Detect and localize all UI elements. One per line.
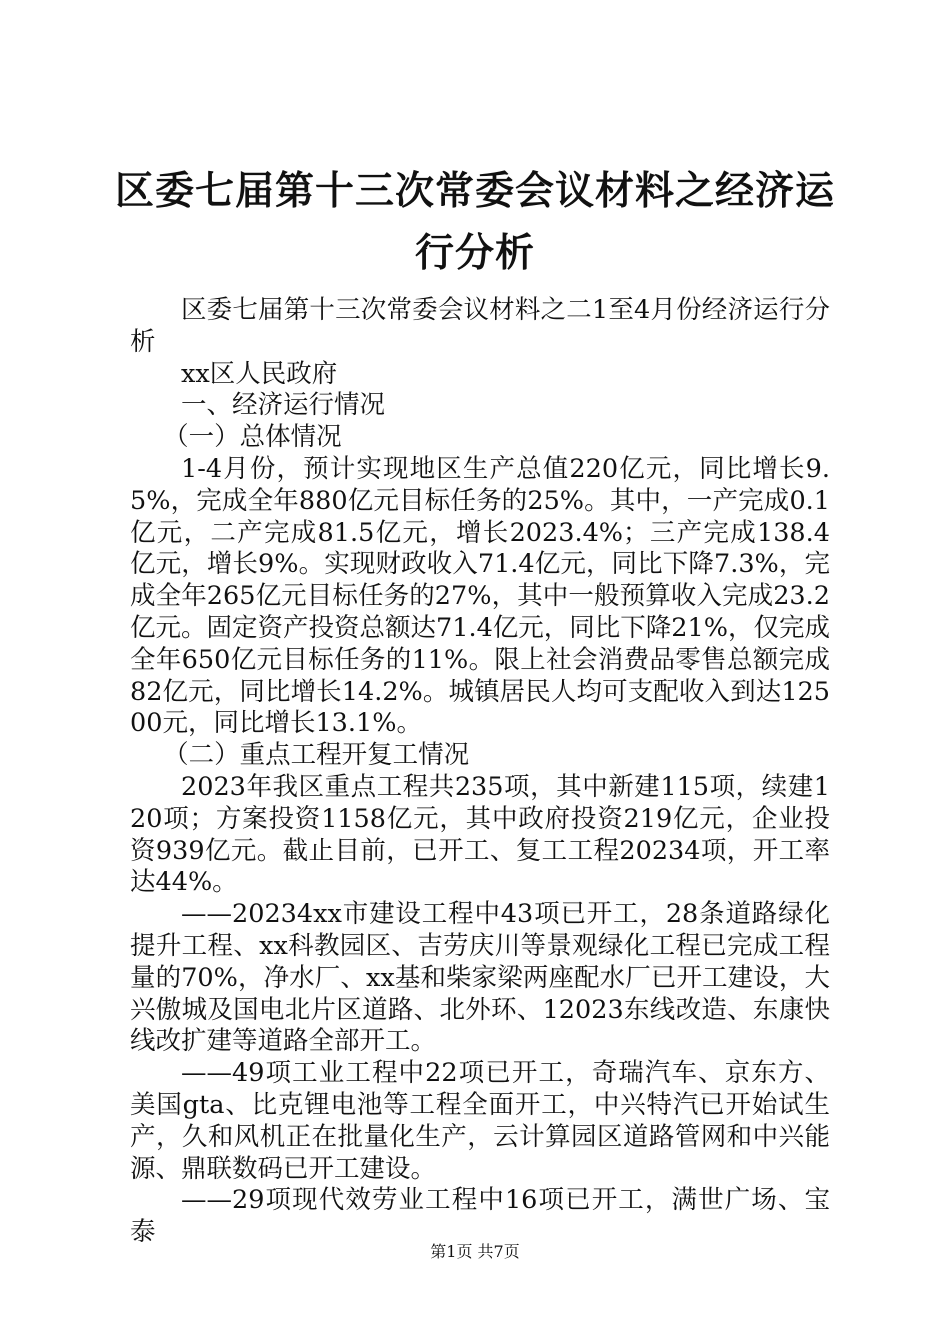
heading-section-1: 一、经济运行情况 bbox=[181, 390, 386, 421]
paragraph-city-projects: ——20234xx市建设工程中43项已开工，28条道路绿化提升工程、xx科教园区、吉劳庆川等景观绿化工程已完成工程量的70%，净水厂、xx基和柴家梁两座配水厂已开工建设，大兴傲城及国电北片区道路、北外环、12023东线改造、东康快线改扩建等道路全部开工。 bbox=[130, 899, 830, 1057]
document-title: 区委七届第十三次常委会议材料之经济运行分析 bbox=[114, 168, 835, 276]
paragraph-key-projects: 2023年我区重点工程共235项，其中新建115项，续建120项；方案投资1158亿元，其中政府投资219亿元，企业投资939亿元。截止目前，已开工、复工工程20234项，开工率达44%。 bbox=[130, 771, 830, 898]
document-body bbox=[130, 295, 830, 1249]
paragraph-service-projects: ——29项现代效劳业工程中16项已开工，满世广场、宝泰 bbox=[130, 1185, 830, 1248]
paragraph-overview: 1-4月份，预计实现地区生产总值220亿元，同比增长9.5%，完成全年880亿元目标任务的25%。其中，一产完成0.1亿元，二产完成81.5亿元，增长2023.4%；三产完成138.4亿元，增长9%。实现财政收入71.4亿元，同比下降7.3%，完成全年265亿元目标任务的27%，其中一般预算收入完成23.2亿元。固定资产投资总额达71.4亿元，同比下降21%，仅完成全年650亿元目标任务的11%。限上社会消费品零售总额完成82亿元，同比增长14.2%。城镇居民人均可支配收入到达12500元，同比增长13.1%。 bbox=[130, 453, 830, 739]
paragraph-issuer: xx区人民政府 bbox=[181, 358, 338, 389]
heading-subsection-1: （一）总体情况 bbox=[163, 422, 342, 453]
heading-subsection-2: （二）重点工程开复工情况 bbox=[163, 740, 470, 771]
page-footer: 第1页 共7页 bbox=[430, 1242, 520, 1261]
paragraph-industrial-projects: ——49项工业工程中22项已开工，奇瑞汽车、京东方、美国gta、比克锂电池等工程全面开工，中兴特汽已开始试生产，久和风机正在批量化生产，云计算园区道路管网和中兴能源、鼎联数码已开工建设。 bbox=[130, 1058, 830, 1184]
paragraph-subtitle: 区委七届第十三次常委会议材料之二1至4月份经济运行分析 bbox=[130, 295, 830, 357]
